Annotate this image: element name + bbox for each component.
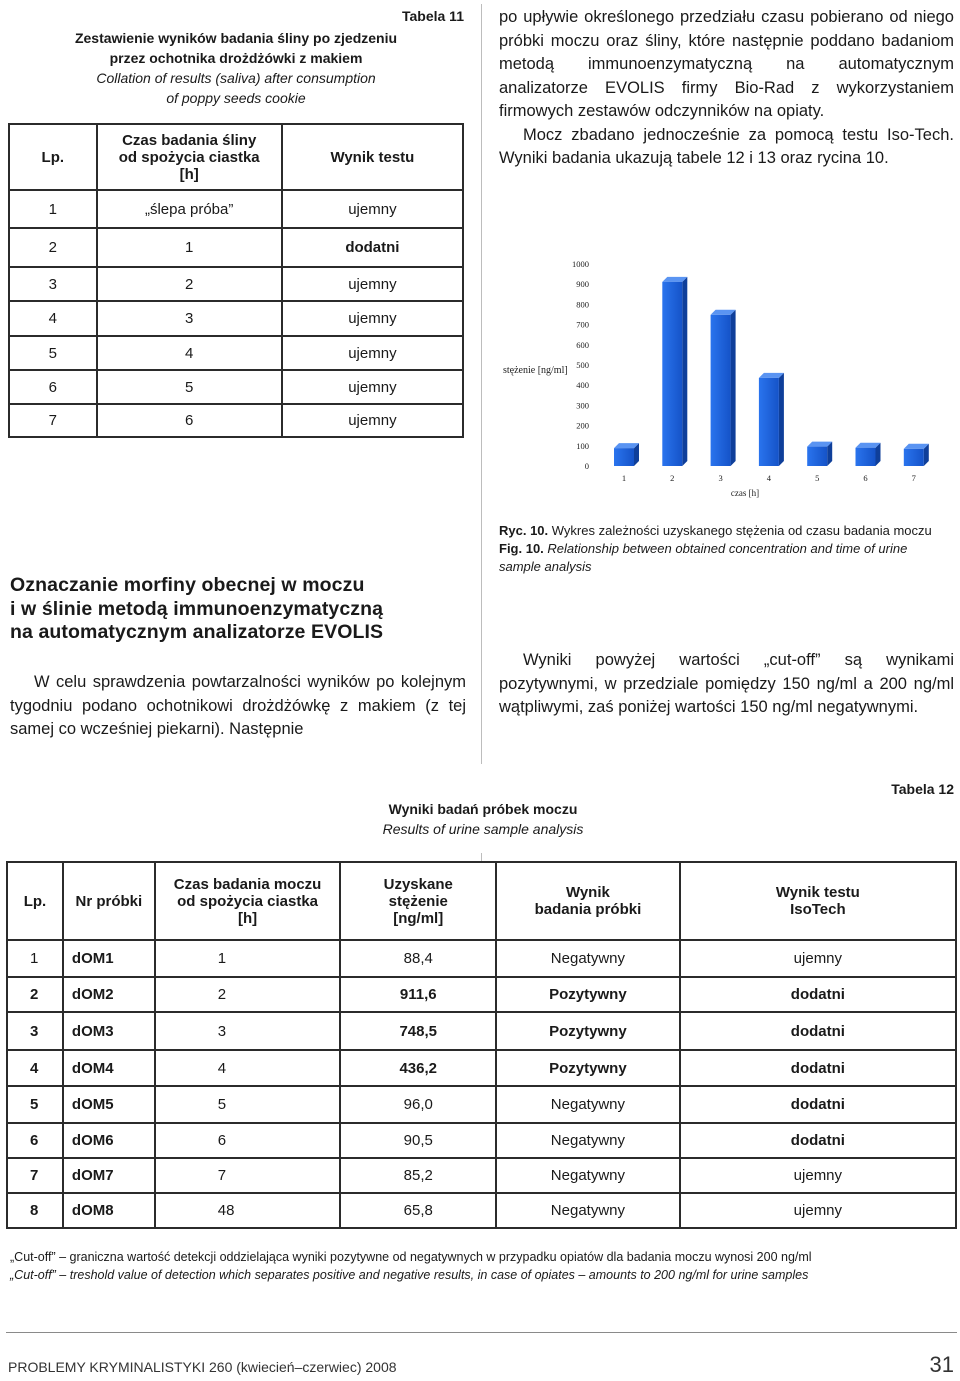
t12-cell-isotech: ujemny: [680, 940, 956, 977]
table-12: [6, 861, 957, 1229]
t11-cell-lp: 5: [9, 336, 97, 370]
table-12-caption: [288, 799, 678, 839]
t12-header-concentration: Uzyskane stężenie [ng/ml]: [340, 862, 496, 940]
t12-cell-sample-result: Negatywny: [496, 1086, 680, 1123]
figure-caption: [499, 522, 949, 576]
t12-cell-sample-result: Negatywny: [496, 1193, 680, 1228]
paragraph: Wyniki powyżej wartości „cut-off” są wynikami pozytywnymi, w przedziale pomiędzy 150 ng/ml a 200 ng/ml wątpliwymi, zaś poniżej wartości 150 ng/ml negatywnymi.: [499, 651, 954, 716]
bar-side: [779, 373, 784, 466]
t12-cell-sample: dOM3: [63, 1012, 155, 1050]
table-row: [9, 301, 463, 336]
t12-cell-sample-result: Pozytywny: [496, 977, 680, 1012]
t11-cell-time: 4: [97, 336, 282, 370]
bar: [856, 443, 881, 466]
t12-cell-lp: 1: [7, 940, 63, 977]
t12-cell-concentration: 85,2: [340, 1158, 496, 1193]
t11-cell-lp: 7: [9, 404, 97, 437]
table-row: [7, 1123, 956, 1158]
bar-chart: [497, 248, 937, 508]
t12-cell-concentration: 90,5: [340, 1123, 496, 1158]
footnote: [10, 1248, 955, 1284]
t12-cell-time: 7: [155, 1158, 341, 1193]
t12-cell-time: 2: [155, 977, 341, 1012]
section-heading-line-2: i w ślinie metodą immunoenzymatyczną: [10, 597, 384, 620]
table-row: [7, 1193, 956, 1228]
t12-cell-time: 6: [155, 1123, 341, 1158]
t12-cell-lp: 2: [7, 977, 63, 1012]
t12-cell-isotech: dodatni: [680, 1123, 956, 1158]
right-column-text: [499, 6, 954, 171]
caption-en-line-1: Collation of results (saliva) after consumption: [96, 70, 376, 86]
y-tick-label: 200: [576, 420, 589, 431]
t12-cell-isotech: ujemny: [680, 1158, 956, 1193]
t11-cell-result: ujemny: [282, 267, 463, 301]
figure-caption-en-text: Relationship between obtained concentration and time of urine sample analysis: [499, 541, 908, 574]
bar: [904, 444, 929, 466]
t11-cell-lp: 1: [9, 190, 97, 228]
table-11-header-row: [9, 124, 463, 190]
bar-group: [614, 277, 929, 466]
table-12-header-row: [7, 862, 956, 940]
t12-cell-concentration: 96,0: [340, 1086, 496, 1123]
footnote-pl: „Cut-off” – graniczna wartość detekcji oddzielająca wyniki pozytywne od negatywnych w przypadku opiatów dla badania moczu wynosi 200 ng/ml: [10, 1250, 812, 1264]
section-heading-line-3: na automatycznym analizatorze EVOLIS: [10, 621, 384, 643]
table-11: [8, 123, 464, 438]
x-tick-label: 1: [621, 473, 627, 483]
t12-cell-time: 1: [155, 940, 341, 977]
t12-cell-sample: dOM8: [63, 1193, 155, 1228]
bar: [711, 310, 736, 466]
t12-cell-concentration: 65,8: [340, 1193, 496, 1228]
x-tick-label: 3: [718, 473, 723, 483]
table-row: [7, 1050, 956, 1086]
table-row: [7, 1158, 956, 1193]
t11-header-result: Wynik testu: [282, 124, 463, 190]
figure-caption-pl: [499, 522, 949, 540]
bar: [662, 277, 687, 466]
t12-cell-sample: dOM4: [63, 1050, 155, 1086]
table-row: [9, 370, 463, 404]
bar-side: [682, 277, 687, 466]
t12-cell-concentration: 436,2: [340, 1050, 496, 1086]
t11-cell-result: ujemny: [282, 370, 463, 404]
t11-cell-result: ujemny: [282, 404, 463, 437]
y-tick-label: 700: [576, 319, 589, 330]
caption-pl-line-2: przez ochotnika drożdżówki z makiem: [109, 50, 363, 66]
t12-cell-sample: dOM7: [63, 1158, 155, 1193]
table-row: [7, 977, 956, 1012]
bar-front: [856, 448, 876, 466]
x-axis-label: czas [h]: [730, 488, 760, 498]
footer-rule: [6, 1332, 957, 1333]
t11-cell-lp: 4: [9, 301, 97, 336]
t11-cell-time: 1: [97, 228, 282, 267]
t11-cell-time: 5: [97, 370, 282, 404]
bar-front: [711, 315, 731, 466]
t12-cell-sample-result: Negatywny: [496, 1123, 680, 1158]
y-axis-label: stężenie [ng/ml]: [503, 365, 568, 376]
bar-front: [614, 448, 634, 466]
t11-cell-lp: 6: [9, 370, 97, 404]
t12-cell-time: 5: [155, 1086, 341, 1123]
t12-header-isotech: Wynik testu IsoTech: [680, 862, 956, 940]
paragraph: W celu sprawdzenia powtarzalności wyników po kolejnym tygodniu podano ochotnikowi drożdżówkę z makiem (z tej samej co wcześniej piekarni). Następnie: [10, 673, 466, 738]
t12-header-time: Czas badania moczu od spożycia ciastka [h]: [155, 862, 341, 940]
y-tick-label: 0: [584, 461, 589, 471]
caption-pl-line-1: Zestawienie wyników badania śliny po zjedzeniu: [74, 30, 398, 46]
x-tick-label: 4: [766, 473, 772, 483]
x-tick-label: 6: [863, 473, 868, 483]
t11-cell-time: 2: [97, 267, 282, 301]
t12-cell-lp: 7: [7, 1158, 63, 1193]
table-12-caption-en: Results of urine sample analysis: [382, 821, 584, 837]
x-tick-group: [622, 473, 916, 483]
t11-cell-result: ujemny: [282, 336, 463, 370]
paragraph: po upływie określonego przedziału czasu pobierano od niego próbki moczu oraz śliny, które następnie poddano badaniom metodą immunoenzymatyczną na automatycznym analizatorze EVOLIS firmy Bio-Rad z wykorzystaniem firmowych zestawów odczynników na opiaty.: [499, 8, 954, 120]
table-11-caption: [8, 28, 464, 108]
t12-cell-isotech: dodatni: [680, 1012, 956, 1050]
t11-cell-time: 6: [97, 404, 282, 437]
table-row: [9, 267, 463, 301]
table-row: [9, 336, 463, 370]
t12-cell-lp: 4: [7, 1050, 63, 1086]
t11-cell-time: „ślepa próba”: [97, 190, 282, 228]
t12-cell-sample-result: Negatywny: [496, 940, 680, 977]
table-12-label: Tabela 12: [891, 781, 954, 797]
t11-cell-result: dodatni: [282, 228, 463, 267]
column-divider: [481, 4, 482, 764]
table-row: [9, 190, 463, 228]
bar-front: [904, 449, 924, 466]
figure-caption-pl-lead: Ryc. 10.: [499, 523, 549, 538]
t12-cell-time: 3: [155, 1012, 341, 1050]
bar: [614, 443, 639, 466]
t12-cell-sample: dOM6: [63, 1123, 155, 1158]
section-body: [10, 671, 466, 742]
table-row: [7, 940, 956, 977]
t11-header-lp: Lp.: [9, 124, 97, 190]
t11-cell-result: ujemny: [282, 190, 463, 228]
t12-cell-sample: dOM5: [63, 1086, 155, 1123]
t12-cell-sample-result: Negatywny: [496, 1158, 680, 1193]
footnote-en: „Cut-off” – treshold value of detection which separates positive and negative results, in case of opiates – amounts to 200 ng/ml for urine samples: [10, 1268, 809, 1282]
t12-cell-isotech: dodatni: [680, 977, 956, 1012]
y-tick-label: 600: [576, 339, 589, 350]
bar-front: [759, 378, 779, 466]
t12-header-sample: Nr próbki: [63, 862, 155, 940]
table-row: [9, 228, 463, 267]
column-divider-tick: [481, 853, 482, 861]
t11-cell-lp: 3: [9, 267, 97, 301]
y-tick-label: 400: [576, 380, 589, 391]
x-tick-label: 7: [911, 473, 916, 483]
y-tick-label: 900: [576, 279, 589, 290]
bar-front: [662, 282, 682, 466]
t12-cell-concentration: 748,5: [340, 1012, 496, 1050]
section-heading: [10, 574, 466, 645]
t11-header-time: Czas badania śliny od spożycia ciastka [h]: [97, 124, 282, 190]
t12-cell-lp: 6: [7, 1123, 63, 1158]
table-12-block: [6, 861, 957, 1229]
caption-en-line-2: of poppy seeds cookie: [166, 90, 306, 106]
t12-cell-lp: 8: [7, 1193, 63, 1228]
figure-caption-en: [499, 540, 949, 576]
y-tick-label: 1000: [572, 259, 589, 269]
t12-cell-concentration: 911,6: [340, 977, 496, 1012]
t12-header-sample-result: Wynik badania próbki: [496, 862, 680, 940]
t12-cell-isotech: dodatni: [680, 1050, 956, 1086]
figure-caption-pl-text: Wykres zależności uzyskanego stężenia od czasu badania moczu: [551, 523, 932, 538]
section-heading-line-1: Oznaczanie morfiny obecnej w moczu: [10, 574, 365, 596]
y-tick-group: [572, 259, 589, 471]
y-tick-label: 300: [576, 400, 589, 411]
t12-cell-sample: dOM1: [63, 940, 155, 977]
t12-cell-sample: dOM2: [63, 977, 155, 1012]
table-12-caption-pl: Wyniki badań próbek moczu: [388, 801, 578, 817]
paragraph: Mocz zbadano jednocześnie za pomocą testu Iso-Tech. Wyniki badania ukazują tabele 12 i 13 oraz rycina 10.: [499, 125, 954, 167]
t12-cell-sample-result: Pozytywny: [496, 1012, 680, 1050]
table-row: [9, 404, 463, 437]
t12-cell-lp: 5: [7, 1086, 63, 1123]
cutoff-paragraph: [499, 649, 954, 720]
t12-cell-concentration: 88,4: [340, 940, 496, 977]
t12-cell-lp: 3: [7, 1012, 63, 1050]
t12-cell-sample-result: Pozytywny: [496, 1050, 680, 1086]
x-tick-label: 5: [815, 473, 820, 483]
y-tick-label: 100: [576, 440, 589, 451]
t12-header-lp: Lp.: [7, 862, 63, 940]
table-11-label: Tabela 11: [401, 8, 464, 24]
t12-cell-isotech: ujemny: [680, 1193, 956, 1228]
table-row: [7, 1086, 956, 1123]
table-row: [7, 1012, 956, 1050]
x-tick-label: 2: [670, 473, 675, 483]
bar: [759, 373, 784, 466]
page-number: 31: [929, 1352, 954, 1377]
t11-cell-time: 3: [97, 301, 282, 336]
t12-cell-time: 48: [155, 1193, 341, 1228]
t11-cell-lp: 2: [9, 228, 97, 267]
bar-side: [731, 310, 736, 466]
t11-cell-result: ujemny: [282, 301, 463, 336]
y-tick-label: 500: [576, 360, 589, 370]
bar: [807, 442, 832, 466]
t12-cell-time: 4: [155, 1050, 341, 1086]
t12-cell-isotech: dodatni: [680, 1086, 956, 1123]
bar-front: [807, 447, 827, 466]
journal-footer: PROBLEMY KRYMINALISTYKI 260 (kwiecień–czerwiec) 2008: [8, 1359, 397, 1375]
figure-caption-en-lead: Fig. 10.: [499, 541, 544, 556]
y-tick-label: 800: [576, 299, 589, 310]
